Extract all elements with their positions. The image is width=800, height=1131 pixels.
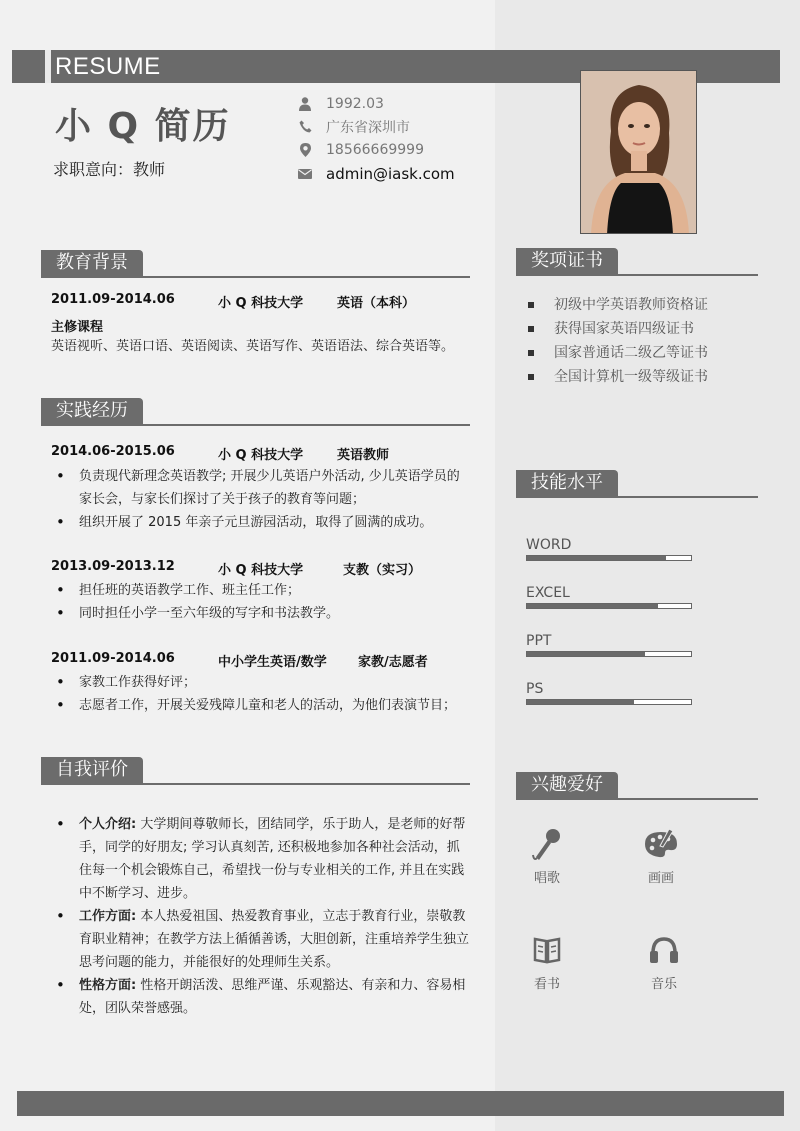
section-rule (41, 783, 470, 785)
contact-info (298, 92, 518, 185)
location-pin-icon (298, 143, 312, 157)
self-eval-list (51, 813, 471, 1020)
list-item: • 家教工作获得好评； (51, 671, 471, 694)
skill-name: EXCEL (526, 585, 570, 601)
education-school: 小 Q 科技大学 (218, 296, 304, 311)
hobby-label: 看书 (533, 977, 560, 992)
list-item: 获得国家英语四级证书 (516, 317, 756, 341)
experience-bullets (51, 465, 471, 534)
experience-role: 支教（实习） (343, 563, 422, 578)
section-rule (516, 274, 758, 276)
education-major: 英语（本科） (337, 296, 416, 311)
skill-name: PPT (526, 633, 552, 649)
experience-org: 小 Q 科技大学 (218, 563, 304, 578)
experience-role: 家教/志愿者 (358, 655, 428, 670)
list-item: • 志愿者工作，开展关爱残障儿童和老人的活动，为他们表演节目； (51, 694, 471, 717)
experience-role: 英语教师 (337, 448, 390, 463)
contact-phone: 18566669999 (298, 139, 518, 162)
list-item: 国家普通话二级乙等证书 (516, 341, 756, 365)
contact-birth: 1992.03 (298, 92, 518, 115)
skills-title: 技能水平 (516, 470, 618, 496)
microphone-icon (507, 827, 587, 861)
skill-item (526, 585, 692, 609)
skill-bar (526, 603, 692, 609)
hobby-label: 画画 (647, 871, 674, 886)
contact-email[interactable]: admin@iask.com (298, 162, 518, 185)
skill-bar-fill (527, 652, 645, 656)
skill-name: PS (526, 681, 544, 697)
certificates-list (516, 293, 756, 389)
list-item: • 担任班的英语教学工作、班主任工作； (51, 579, 471, 602)
experience-bullets (51, 579, 471, 625)
skills-section-header (516, 470, 758, 498)
hobby-item (624, 933, 704, 992)
experience-bullets (51, 671, 471, 717)
list-item: • 同时担任小学一至六年级的写字和书法教学。 (51, 602, 471, 625)
hobby-label: 唱歌 (533, 871, 560, 886)
hobby-item (507, 933, 587, 992)
education-row (51, 292, 415, 311)
experience-row (51, 559, 421, 578)
certificates-title: 奖项证书 (516, 248, 618, 274)
banner-divider (45, 50, 51, 83)
experience-section-header (41, 398, 470, 426)
person-icon (298, 97, 312, 111)
hobby-item (621, 827, 701, 886)
hobbies-section-header (516, 772, 758, 800)
list-item: 初级中学英语教师资格证 (516, 293, 756, 317)
skill-bar-fill (527, 700, 634, 704)
courses-label: 主修课程 (51, 320, 104, 335)
skill-item (526, 633, 692, 657)
list-item: • 工作方面: 本人热爱祖国、热爱教育事业，立志于教育行业，崇敬教育职业精神；在教学方法上循循善诱，大胆创新，注重培养学生独立思考问题的能力，并能很好的处理师生关系。 (51, 905, 471, 974)
section-rule (41, 276, 470, 278)
hobby-item (507, 827, 587, 886)
headphones-icon (624, 933, 704, 967)
section-rule (516, 496, 758, 498)
bottom-footer-bar (17, 1091, 784, 1116)
candidate-name: 小 Q 简历 (55, 106, 231, 147)
skill-bar-fill (527, 556, 666, 560)
skill-bar (526, 555, 692, 561)
self-eval-label: 性格方面: (79, 978, 137, 993)
education-section-header (41, 250, 470, 278)
section-rule (516, 798, 758, 800)
list-item: • 组织开展了 2015 年亲子元旦游园活动，取得了圆满的成功。 (51, 511, 471, 534)
self-eval-title: 自我评价 (41, 757, 143, 783)
list-item: • 个人介绍: 大学期间尊敬师长，团结同学，乐于助人，是老师的好帮手，同学的好朋友; 学习认真刻苦, 还积极地参加各种社会活动，抓住每一个机会锻炼自己，希望找一份与专业相关的工作, 并且在实践中不断学习、进步。 (51, 813, 471, 905)
experience-period: 2013.09-2013.12 (51, 559, 175, 574)
certificates-section-header (516, 248, 758, 276)
experience-period: 2014.06-2015.06 (51, 444, 175, 459)
section-rule (41, 424, 470, 426)
list-item: • 性格方面: 性格开朗活泼、思维严谨、乐观豁达、有亲和力、容易相处，团队荣誉感强。 (51, 974, 471, 1020)
skill-bar (526, 651, 692, 657)
experience-org: 小 Q 科技大学 (218, 448, 304, 463)
experience-row (51, 444, 389, 463)
self-eval-label: 工作方面: (79, 909, 137, 924)
experience-row (51, 651, 428, 670)
skill-bar-fill (527, 604, 658, 608)
education-title: 教育背景 (41, 250, 143, 276)
education-period: 2011.09-2014.06 (51, 292, 175, 307)
experience-period: 2011.09-2014.06 (51, 651, 175, 666)
experience-title: 实践经历 (41, 398, 143, 424)
skill-item (526, 681, 692, 705)
skill-item (526, 537, 692, 561)
courses-text: 英语视听、英语口语、英语阅读、英语写作、英语语法、综合英语等。 (51, 339, 455, 354)
resume-banner-label: RESUME (55, 53, 161, 80)
hobbies-title: 兴趣爱好 (516, 772, 618, 798)
skill-name: WORD (526, 537, 572, 553)
profile-photo (580, 70, 697, 234)
skill-bar (526, 699, 692, 705)
email-icon (298, 167, 312, 181)
hobby-label: 音乐 (650, 977, 677, 992)
contact-address: 广东省深圳市 (298, 115, 518, 138)
self-eval-section-header (41, 757, 470, 785)
book-icon (507, 933, 587, 967)
self-eval-label: 个人介绍: (79, 817, 137, 832)
list-item: 全国计算机一级等级证书 (516, 365, 756, 389)
phone-icon (298, 120, 312, 134)
palette-icon (621, 827, 701, 861)
job-objective: 求职意向：教师 (53, 160, 166, 179)
list-item: • 负责现代新理念英语教学; 开展少儿英语户外活动, 少儿英语学员的家长会，与家长们探讨了关于孩子的教育等问题； (51, 465, 471, 511)
experience-org: 中小学生英语/数学 (218, 655, 327, 670)
